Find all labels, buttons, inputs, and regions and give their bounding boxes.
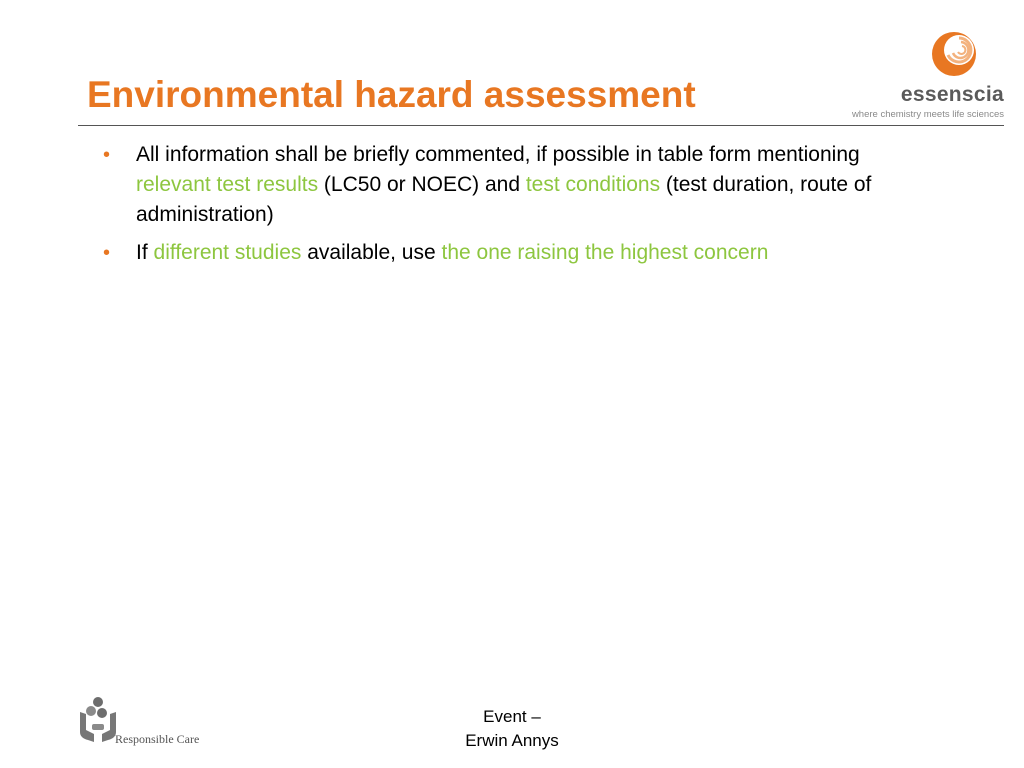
bullet-1-text-2: (LC50 or NOEC) and (318, 173, 526, 196)
title-divider (78, 125, 1004, 126)
bullet-2-text-2: available, use (301, 241, 442, 264)
bullet-marker: • (103, 144, 111, 166)
slide-title: Environmental hazard assessment (87, 74, 696, 115)
bullet-2-text-1: If (136, 241, 154, 264)
bullet-1-text-3: (test duration, route of administration) (136, 173, 872, 226)
bullet-1-highlight-relevant-test-results: relevant test results (136, 173, 319, 196)
logo-tagline: where chemistry meets life sciences (851, 109, 1004, 120)
essenscia-logo (838, 26, 1008, 122)
bullet-marker: • (103, 242, 111, 264)
footer-author (420, 705, 604, 753)
bullet-2-highlight-different-studies: different studies (153, 241, 302, 264)
bullet-item-2 (103, 238, 913, 268)
responsible-care-label: Responsible Care (115, 732, 200, 746)
bullet-list (103, 140, 913, 276)
footer-line-1: Event – (483, 707, 541, 726)
bullet-1-highlight-test-conditions: test conditions (525, 173, 661, 196)
bullet-1-text-1: All information shall be briefly commented, if possible in table form mentioning (136, 143, 860, 166)
bullet-item-1 (103, 140, 913, 230)
logo-wordmark: essenscia (900, 83, 1004, 106)
footer-line-2: Erwin Annys (465, 731, 559, 750)
essenscia-swirl-icon (928, 26, 984, 82)
bullet-2-highlight-highest-concern: the one raising the highest concern (441, 241, 769, 264)
responsible-care-hands-icon (78, 694, 118, 746)
responsible-care-logo (78, 694, 228, 749)
